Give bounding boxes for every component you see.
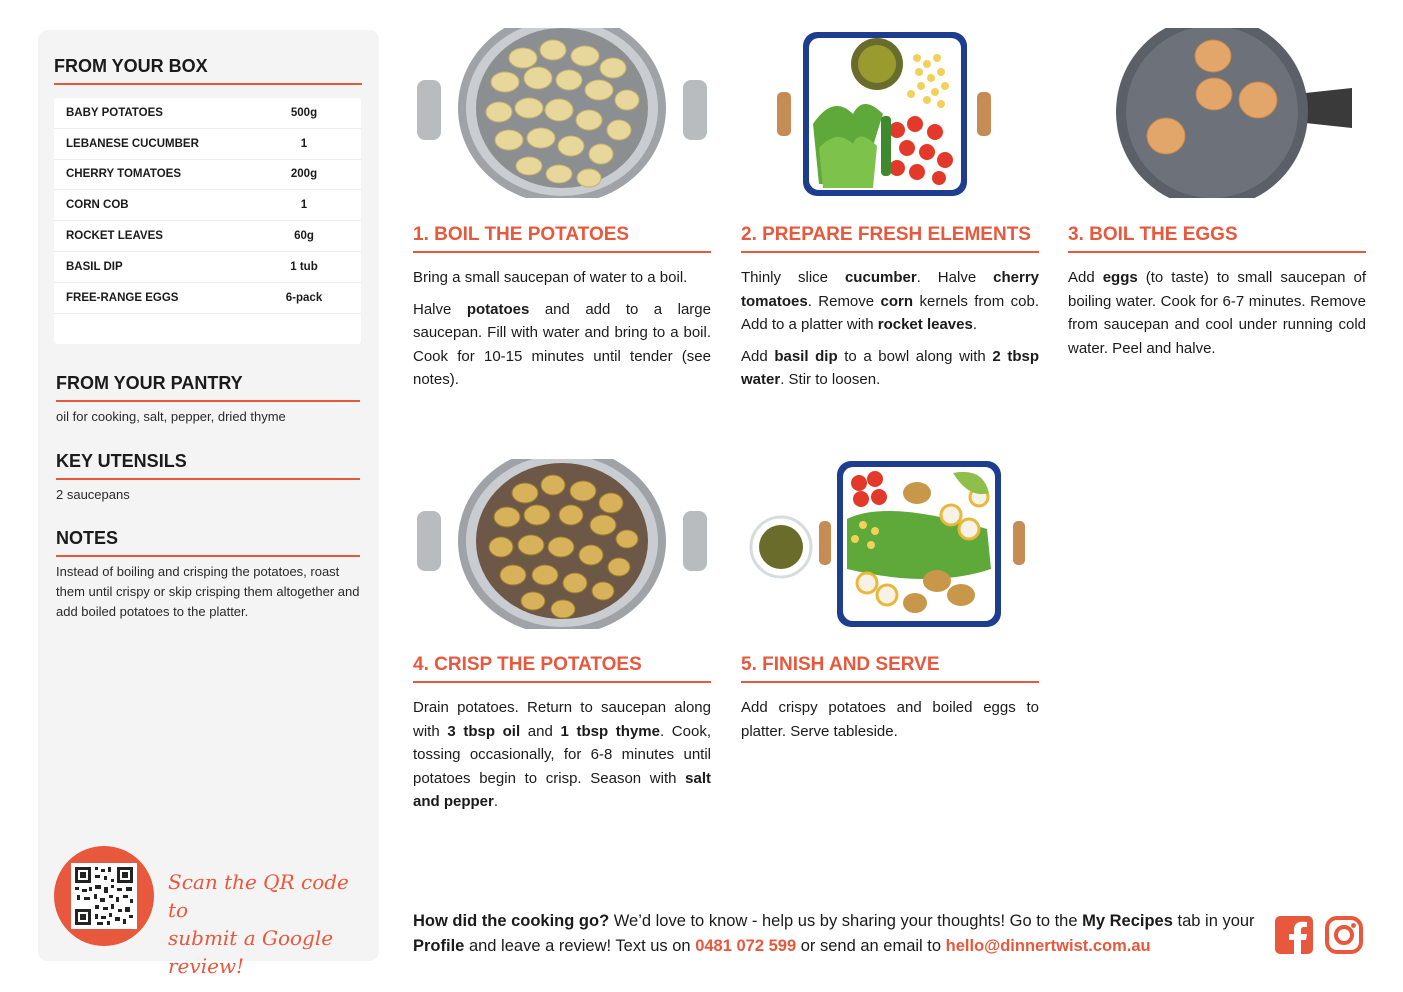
pantry-text: oil for cooking, salt, pepper, dried thyme [56,409,286,424]
ingredient-name: FREE-RANGE EGGS [66,291,179,304]
key-utensils-title: KEY UTENSILS [56,451,360,480]
feedback-question: How did the cooking go? [413,912,610,930]
step-5-title: 5. FINISH AND SERVE [741,654,1039,683]
ingredient-qty: 1 tub [290,260,318,273]
step-5-paragraph: Add crispy potatoes and boiled eggs to platter. Serve tableside. [741,699,1039,740]
notes-title: NOTES [56,528,360,557]
notes-text: Instead of boiling and crisping the potatoes, roast them until crispy or skip crisping them altogether and add boiled potatoes to the platter. [56,564,360,619]
crisp-potatoes-image [413,459,711,629]
step-2-title: 2. PREPARE FRESH ELEMENTS [741,224,1039,253]
boil-potatoes-image [413,28,711,198]
from-your-box-title: FROM YOUR BOX [54,56,362,85]
ingredient-qty: 1 [300,199,308,212]
step-1-paragraph: Bring a small saucepan of water to a boil. [413,269,688,286]
email-link[interactable]: hello@dinnertwist.com.au [945,937,1151,955]
qr-badge [54,846,154,946]
ingredient-qty: 200g [290,168,318,181]
step-4-paragraph: Drain potatoes. Return to saucepan along with 3 tbsp oil and 1 tbsp thyme. Cook, tossing occasionally, for 6-8 minutes until potatoes begin to crisp. Season with salt and pepper. [413,699,711,810]
step-3-text [1068,266,1366,368]
facebook-icon[interactable] [1275,916,1313,954]
step-4-text [413,696,711,822]
feedback-footer [413,909,1263,959]
table-row [54,221,361,252]
instagram-icon[interactable] [1325,916,1363,954]
ingredient-name: LEBANESE CUCUMBER [66,137,199,150]
ingredient-name: ROCKET LEAVES [66,230,163,243]
phone-link[interactable]: 0481 072 599 [695,937,797,955]
ingredient-qty: 60g [294,230,314,243]
ingredients-table [54,98,361,344]
my-recipes-label: My Recipes [1082,912,1173,930]
qr-caption [168,868,368,980]
qr-caption-line-1: Scan the QR code to [168,870,349,922]
ingredient-name: CHERRY TOMATOES [66,168,182,181]
ingredient-name: BASIL DIP [66,260,123,273]
ingredient-name: CORN COB [66,199,129,212]
ingredient-qty: 6-pack [285,291,323,304]
ingredient-qty: 500g [290,106,318,119]
step-1-paragraph: Halve potatoes and add to a large saucepan. Fill with water and bring to a boil. Cook for 10-15 minutes until tender (see notes). [413,300,711,388]
step-5-text [741,696,1039,751]
table-row [54,283,361,314]
footer-text: and leave a review! Text us on [464,937,696,955]
step-2-paragraph: Thinly slice cucumber. Halve cherry tomatoes. Remove corn kernels from cob. Add to a platter with rocket leaves. [741,269,1040,333]
utensils-text: 2 saucepans [56,487,130,502]
ingredient-qty: 1 [300,137,308,150]
sidebar [38,30,379,978]
step-2-text [741,266,1039,400]
footer-text: tab in your [1172,912,1255,930]
ingredient-name: BABY POTATOES [66,106,163,119]
table-row [54,252,361,283]
qr-code-icon[interactable] [71,863,137,929]
qr-caption-line-2: submit a Google review! [168,926,334,978]
step-3-title: 3. BOIL THE EGGS [1068,224,1366,253]
footer-text: or send an email to [796,937,946,955]
table-row [54,129,361,160]
step-1-title: 1. BOIL THE POTATOES [413,224,711,253]
fresh-elements-image [741,28,1039,198]
table-row-empty [54,314,361,344]
from-your-pantry-title: FROM YOUR PANTRY [56,373,360,402]
profile-label: Profile [413,937,465,955]
table-row [54,160,361,191]
table-row [54,190,361,221]
step-1-text [413,266,711,400]
footer-text: We’d love to know - help us by sharing your thoughts! Go to the [609,912,1083,930]
finish-serve-image [741,459,1039,629]
step-2-paragraph: Add basil dip to a bowl along with 2 tbsp water. Stir to loosen. [741,347,1039,388]
step-3-paragraph: Add eggs (to taste) to small saucepan of boiling water. Cook for 6-7 minutes. Remove from saucepan and cool under running cold water. Peel and halve. [1068,269,1366,357]
boil-eggs-image [1068,28,1366,198]
step-4-title: 4. CRISP THE POTATOES [413,654,711,683]
table-row [54,98,361,129]
